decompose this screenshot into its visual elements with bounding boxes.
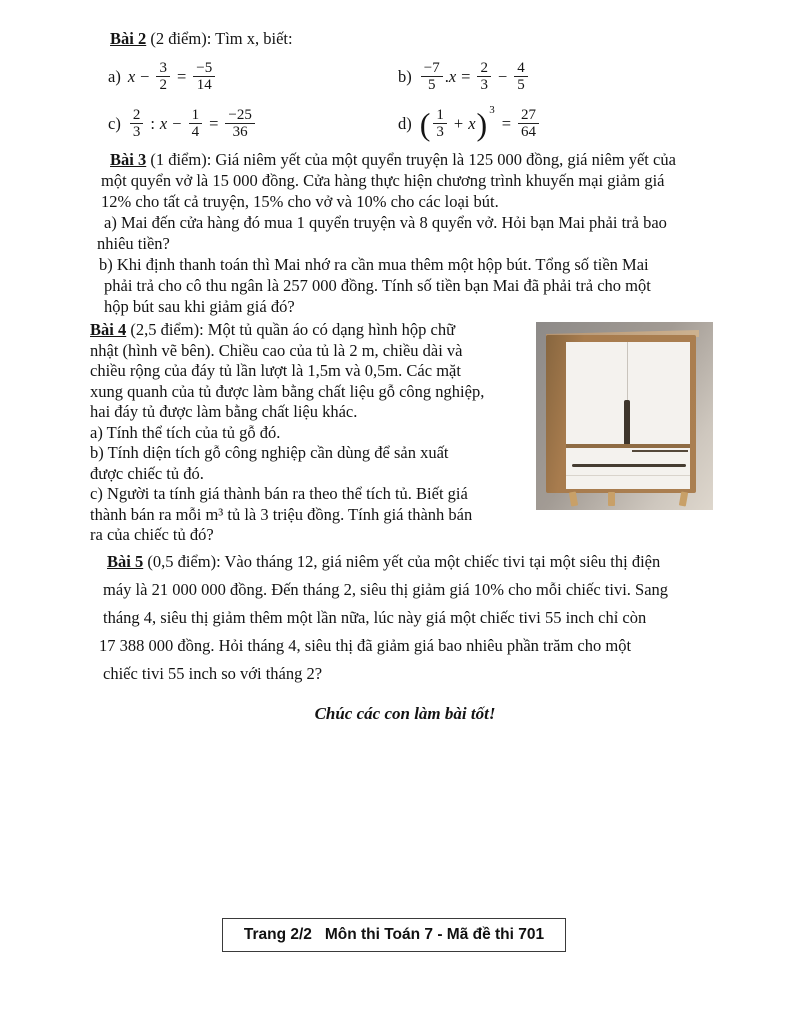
equals-sign: = bbox=[461, 66, 471, 86]
bai3-text-line: một quyển vở là 15 000 đồng. Cửa hàng thực hiện chương trình khuyến mại giảm giá bbox=[101, 171, 665, 190]
closing-message: Chúc các con làm bài tốt! bbox=[314, 703, 496, 723]
bai4-text-line: ra của chiếc tủ đó? bbox=[90, 525, 214, 544]
bai4-text-line: nhật (hình vẽ bên). Chiều cao của tủ là 2 m, chiều dài và bbox=[90, 340, 463, 360]
exponent: 3 bbox=[489, 103, 495, 116]
fraction-numerator: −25 bbox=[225, 107, 254, 124]
bai3-text-line: hộp bút sau khi giảm giá đó? bbox=[104, 297, 295, 316]
plus-operator: + bbox=[453, 113, 464, 133]
bai5-text-line: tháng 4, siêu thị giảm thêm một lần nữa, lúc này giá một chiếc tivi 55 inch chỉ còn bbox=[103, 607, 647, 627]
wardrobe-drawers bbox=[566, 448, 690, 489]
equation-row-2 bbox=[97, 100, 713, 147]
fraction-numerator: 3 bbox=[156, 60, 170, 77]
multiply-dot: . bbox=[444, 66, 449, 86]
bai4-text-line: thành bán ra mỗi m³ tủ là 3 triệu đồng. Tính giá thành bán bbox=[90, 504, 473, 524]
fraction bbox=[130, 107, 144, 140]
equation-row-1 bbox=[97, 53, 713, 100]
bai3-text-line: phải trả cho cô thu ngân là 257 000 đồng. Tính số tiền bạn Mai đã phải trả cho một bbox=[104, 276, 651, 295]
equation-b-label: b) bbox=[398, 66, 412, 86]
fraction-numerator: 2 bbox=[130, 107, 144, 124]
fraction bbox=[433, 107, 447, 140]
fraction-denominator: 5 bbox=[517, 77, 525, 93]
fraction-numerator: 4 bbox=[514, 60, 528, 77]
fraction bbox=[421, 60, 443, 93]
equation-d-label: d) bbox=[398, 113, 412, 133]
bai3-title: Bài 3 bbox=[110, 150, 147, 169]
bai4-text-line: được chiếc tủ đó. bbox=[90, 463, 204, 483]
bai4-title: Bài 4 bbox=[90, 320, 127, 339]
bai4-text-block bbox=[90, 320, 522, 546]
fraction bbox=[225, 107, 254, 140]
bai5-text-line: 17 388 000 đồng. Hỏi tháng 4, siêu thị đã giảm giá bao nhiêu phần trăm cho một bbox=[99, 635, 632, 655]
equation-a-label: a) bbox=[108, 66, 121, 86]
bai4-text-line: chiều rộng của đáy tủ lần lượt là 1,5m và 0,5m. Các mặt bbox=[90, 361, 461, 380]
fraction-denominator: 4 bbox=[191, 124, 200, 140]
wardrobe-drawer-handle-small bbox=[632, 450, 688, 452]
fraction-denominator: 3 bbox=[436, 124, 444, 140]
fraction-numerator: 2 bbox=[477, 60, 491, 77]
fraction bbox=[156, 60, 170, 93]
bai4-text-line: c) Người ta tính giá thành bán ra theo thể tích tủ. Biết giá bbox=[90, 484, 468, 503]
bai4-heading bbox=[90, 320, 522, 341]
fraction-denominator: 2 bbox=[159, 77, 167, 93]
bai4-text-line: b) Tính diện tích gỗ công nghiệp cần dùng để sản xuất bbox=[90, 443, 449, 462]
bai3-text-line: b) Khi định thanh toán thì Mai nhớ ra cần mua thêm một hộp bút. Tổng số tiền Mai bbox=[99, 255, 649, 274]
bai5-intro: (0,5 điểm): Vào tháng 12, giá niêm yết của một chiếc tivi tại một siêu thị điện bbox=[143, 551, 661, 571]
fraction-numerator: −5 bbox=[193, 60, 215, 77]
minus-operator: − bbox=[497, 66, 508, 86]
bai2-intro: (2 điểm): Tìm x, biết: bbox=[146, 29, 293, 48]
wardrobe-leg bbox=[608, 492, 615, 506]
fraction bbox=[518, 107, 539, 140]
bai2-heading bbox=[97, 28, 713, 49]
equation-c bbox=[108, 107, 388, 140]
fraction-denominator: 5 bbox=[427, 77, 436, 93]
fraction-denominator: 3 bbox=[480, 77, 488, 93]
bai5-text-line: chiếc tivi 55 inch so với tháng 2? bbox=[103, 663, 323, 683]
fraction-denominator: 14 bbox=[196, 77, 212, 93]
bai4-text-line: xung quanh của tủ được làm bằng chất liệu gỗ công nghiệp, bbox=[90, 381, 485, 401]
bai3-text-line: nhiêu tiền? bbox=[97, 234, 170, 253]
section-bai2 bbox=[97, 28, 713, 147]
fraction bbox=[189, 107, 203, 140]
minus-operator: − bbox=[172, 113, 182, 133]
equation-d bbox=[398, 103, 541, 142]
wardrobe-image bbox=[536, 322, 713, 510]
bai5-heading bbox=[97, 548, 713, 576]
fraction bbox=[514, 60, 528, 93]
equation-a-variable: x bbox=[127, 66, 136, 86]
wardrobe-drawer-seam bbox=[566, 475, 690, 476]
bai3-intro: (1 điểm): Giá niêm yết của một quyển truyện là 125 000 đồng, giá niêm yết của bbox=[146, 150, 676, 169]
section-bai4 bbox=[90, 320, 713, 546]
wardrobe-drawer-handle-long bbox=[572, 464, 686, 467]
fraction-numerator: 1 bbox=[189, 107, 203, 124]
bai3-text-line: 12% cho tất cả truyện, 15% cho vở và 10% cho các loại bút. bbox=[101, 192, 499, 211]
equals-sign: = bbox=[209, 113, 219, 133]
section-bai5 bbox=[97, 548, 713, 688]
fraction-numerator: 1 bbox=[433, 107, 447, 124]
fraction-numerator: 27 bbox=[518, 107, 539, 124]
bai5-text-line: máy là 21 000 000 đồng. Đến tháng 2, siêu thị giảm giá 10% cho mỗi chiếc tivi. Sang bbox=[103, 579, 669, 599]
bai3-heading bbox=[97, 149, 713, 170]
bai4-text-line: hai đáy tủ được làm bằng chất liệu khác. bbox=[90, 402, 358, 421]
bai4-text-line: a) Tính thể tích của tủ gỗ đó. bbox=[90, 422, 281, 442]
bai2-title: Bài 2 bbox=[110, 29, 147, 48]
fraction-denominator: 64 bbox=[521, 124, 537, 140]
bai2-equations bbox=[97, 53, 713, 147]
fraction-denominator: 3 bbox=[132, 124, 141, 140]
wardrobe-door-handle bbox=[624, 400, 630, 446]
equation-d-variable: x bbox=[468, 113, 476, 133]
equals-sign: = bbox=[176, 66, 187, 86]
fraction-numerator: −7 bbox=[421, 60, 443, 77]
wardrobe-leg bbox=[679, 491, 688, 506]
page-footer bbox=[222, 918, 566, 952]
bai3-text-line: a) Mai đến cửa hàng đó mua 1 quyển truyện và 8 quyển vở. Hỏi bạn Mai phải trả bao bbox=[104, 213, 667, 232]
page-footer-text: Trang 2/2 Môn thi Toán 7 - Mã đề thi 701 bbox=[243, 926, 545, 943]
section-bai3 bbox=[97, 149, 713, 317]
bai4-intro: (2,5 điểm): Một tủ quần áo có dạng hình hộp chữ bbox=[126, 320, 456, 339]
equals-sign: = bbox=[501, 113, 512, 133]
fraction-denominator: 36 bbox=[232, 124, 248, 140]
equation-c-label: c) bbox=[108, 113, 121, 133]
fraction bbox=[477, 60, 491, 93]
equation-b bbox=[398, 60, 530, 93]
open-parenthesis: ( bbox=[419, 105, 431, 142]
close-parenthesis: ) bbox=[476, 105, 488, 142]
bai5-title: Bài 5 bbox=[107, 551, 144, 571]
minus-operator: − bbox=[140, 66, 150, 86]
equation-b-variable: x bbox=[448, 66, 457, 86]
equation-a bbox=[108, 60, 388, 93]
divide-colon: : bbox=[150, 113, 155, 133]
equation-c-variable: x bbox=[159, 113, 168, 133]
fraction bbox=[193, 60, 215, 93]
wardrobe-leg bbox=[569, 491, 578, 506]
exam-content bbox=[90, 26, 713, 724]
